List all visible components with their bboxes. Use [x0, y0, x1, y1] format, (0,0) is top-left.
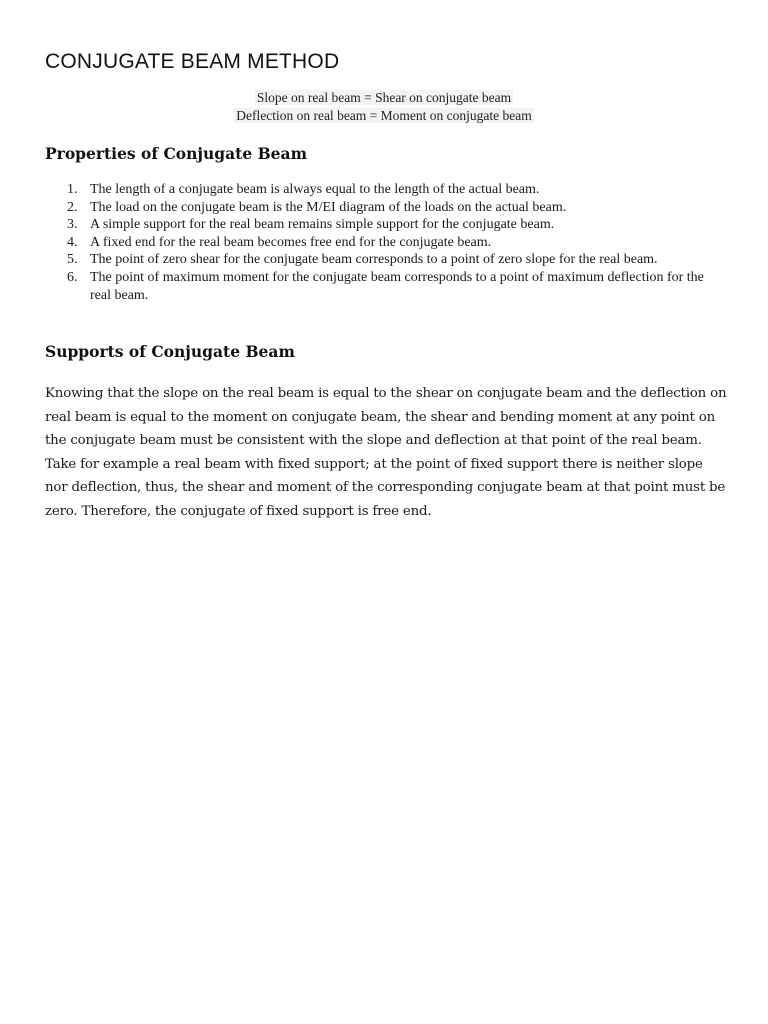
formula-deflection-text: Deflection on real beam = Moment on conjugate beam: [236, 108, 532, 123]
list-item-text: The load on the conjugate beam is the M/EI diagram of the loads on the actual beam.: [90, 199, 567, 215]
formula-line-slope: [0, 89, 768, 107]
list-item: [45, 199, 725, 217]
formula-slope-text: Slope on real beam = Shear on conjugate beam: [256, 90, 512, 105]
properties-list: [45, 181, 725, 304]
properties-heading: Properties of Conjugate Beam: [45, 144, 307, 163]
formula-line-deflection: [0, 107, 768, 125]
list-item-number: 5.: [67, 252, 78, 268]
list-item-text: A simple support for the real beam remains simple support for the conjugate beam.: [90, 217, 555, 233]
supports-paragraph: Knowing that the slope on the real beam is equal to the shear on conjugate beam and the deflection on real beam is equal to the moment on conjugate beam, the shear and bending moment at any point on the conjugate beam must be consistent with the slope and deflection at that point of the real beam. Take for example a real beam with fixed support; at the point of fixed support there is neither slope nor deflection, thus, the shear and moment of the corresponding conjugate beam at that point must be zero. Therefore, the conjugate of fixed support is free end.: [45, 386, 727, 519]
list-item-number: 1.: [67, 182, 78, 197]
list-item-text: The point of zero shear for the conjugate beam corresponds to a point of zero slope for the real beam.: [90, 252, 658, 268]
list-item-text: The length of a conjugate beam is always equal to the length of the actual beam.: [90, 182, 540, 197]
list-item-number: 3.: [67, 217, 78, 233]
supports-heading: Supports of Conjugate Beam: [45, 342, 295, 361]
list-item: [45, 234, 725, 252]
document-title: CONJUGATE BEAM METHOD: [45, 50, 340, 73]
list-item-number: 6.: [67, 269, 78, 285]
list-item-text: The point of maximum moment for the conjugate beam corresponds to a point of maximum deflection for the real beam.: [90, 269, 704, 303]
list-item-number: 4.: [67, 234, 78, 250]
list-item-text: A fixed end for the real beam becomes free end for the conjugate beam.: [90, 234, 492, 250]
list-item: [45, 216, 725, 234]
list-item-number: 2.: [67, 199, 78, 215]
list-item: [45, 251, 725, 269]
formula-block: [0, 89, 768, 125]
list-item: [45, 181, 725, 199]
list-item: [45, 269, 725, 304]
